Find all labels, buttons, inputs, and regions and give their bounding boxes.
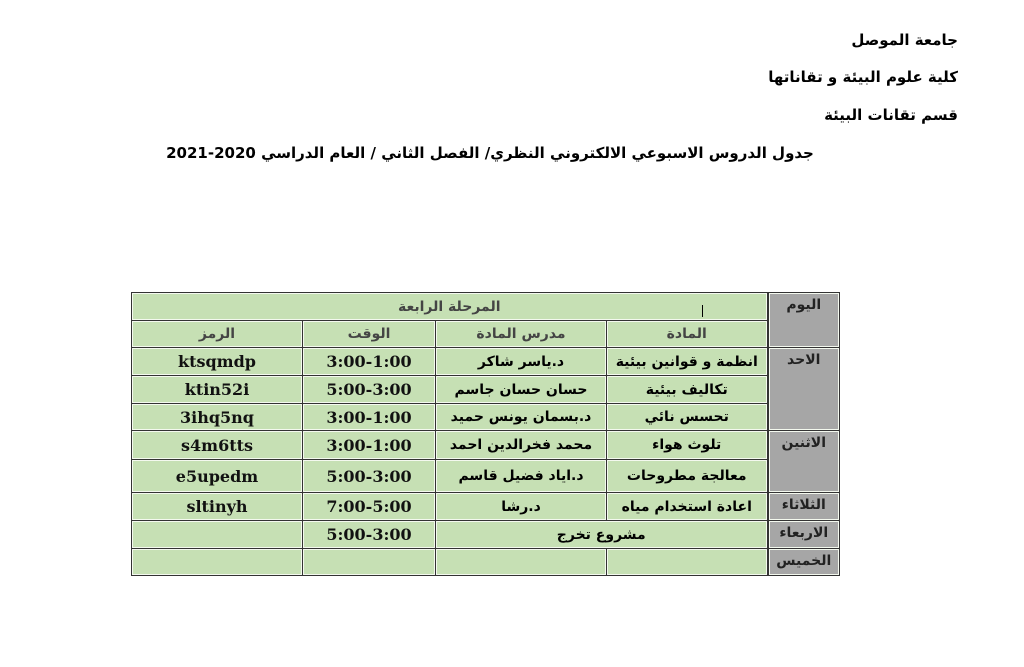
department-name: قسم تقانات البيئة (824, 106, 958, 124)
table-row (132, 404, 840, 431)
day-tuesday: الثلاثاء (768, 493, 840, 521)
table-header-row (132, 293, 840, 321)
day-header: اليوم (768, 293, 840, 348)
code-cell: 3ihq5nq (132, 404, 303, 431)
subject-cell: تكاليف بيئية (607, 376, 768, 404)
col-header-subject: المادة (607, 321, 768, 348)
code-cell: ktsqmdp (132, 348, 303, 376)
code-cell (132, 549, 303, 576)
teacher-cell: محمد فخرالدين احمد (436, 431, 607, 460)
schedule-table (131, 292, 840, 576)
subject-cell: اعادة استخدام مياه (607, 493, 768, 521)
code-cell: sltinyh (132, 493, 303, 521)
time-cell: 3:00-1:00 (303, 404, 436, 431)
day-sunday: الاحد (768, 348, 840, 431)
table-row (132, 493, 840, 521)
time-cell (303, 549, 436, 576)
schedule-title: جدول الدروس الاسبوعي الالكتروني النظري/ الفصل الثاني / العام الدراسي 2020-2021 (166, 144, 814, 162)
time-cell: 5:00-3:00 (303, 376, 436, 404)
text-cursor-icon (702, 305, 709, 317)
code-cell: e5upedm (132, 460, 303, 493)
subject-cell: انظمة و قوانين بيئية (607, 348, 768, 376)
teacher-cell (436, 549, 607, 576)
code-cell: s4m6tts (132, 431, 303, 460)
teacher-cell: د.بسمان يونس حميد (436, 404, 607, 431)
table-row (132, 521, 840, 549)
subject-cell: مشروع تخرج (436, 521, 768, 549)
table-row (132, 460, 840, 493)
subject-cell: تلوث هواء (607, 431, 768, 460)
day-wednesday: الاربعاء (768, 521, 840, 549)
teacher-cell: د.رشا (436, 493, 607, 521)
table-row (132, 376, 840, 404)
teacher-cell: د.اياد فضيل قاسم (436, 460, 607, 493)
code-cell: ktin52i (132, 376, 303, 404)
table-row (132, 549, 840, 576)
college-name: كلية علوم البيئة و تقاناتها (768, 68, 958, 86)
table-row (132, 348, 840, 376)
subject-cell: معالجة مطروحات (607, 460, 768, 493)
subject-cell: تحسس نائي (607, 404, 768, 431)
time-cell: 5:00-3:00 (303, 521, 436, 549)
table-row (132, 431, 840, 460)
day-thursday: الخميس (768, 549, 840, 576)
stage-header: المرحلة الرابعة (132, 293, 768, 321)
code-cell (132, 521, 303, 549)
col-header-teacher: مدرس المادة (436, 321, 607, 348)
col-header-code: الرمز (132, 321, 303, 348)
time-cell: 3:00-1:00 (303, 348, 436, 376)
time-cell: 3:00-1:00 (303, 431, 436, 460)
teacher-cell: د.ياسر شاكر (436, 348, 607, 376)
time-cell: 5:00-3:00 (303, 460, 436, 493)
day-monday: الاثنين (768, 431, 840, 493)
col-header-time: الوقت (303, 321, 436, 348)
subject-cell (607, 549, 768, 576)
time-cell: 7:00-5:00 (303, 493, 436, 521)
university-name: جامعة الموصل (851, 31, 958, 49)
column-header-row (132, 321, 840, 348)
teacher-cell: حسان حسان جاسم (436, 376, 607, 404)
